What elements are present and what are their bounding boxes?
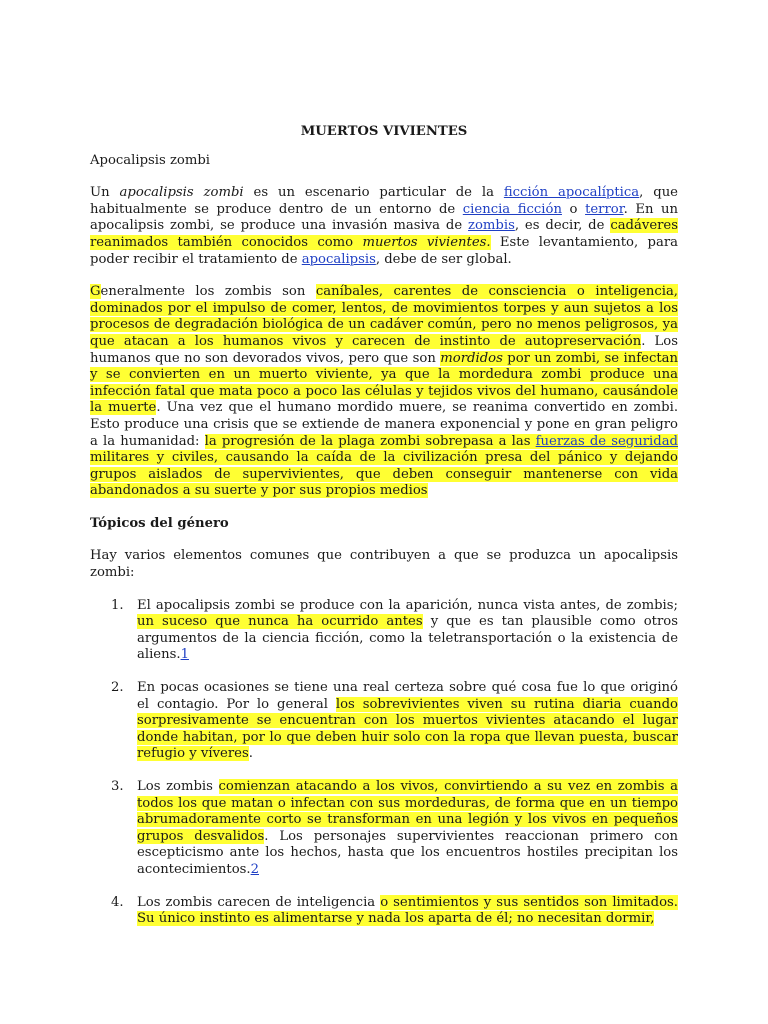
text-run: Este levantamiento, para poder recibir el tratamiento de bbox=[90, 234, 678, 267]
text-run: El apocalipsis zombi se produce con la aparición, nunca vista antes, de zombis; bbox=[137, 597, 678, 613]
text-run: . Una vez que el humano mordido muere, se reanima convertido en zombi. Esto produce una crisis que se extiende de manera exponencial y pone en gran peligro a la humanidad: bbox=[90, 400, 679, 449]
highlighted-text: o sentimientos y sus sentidos son limitados. Su único instinto es alimentarse y nada los aparta de él; no necesitan dormir, bbox=[137, 894, 678, 927]
text-run: eneralmente los zombis son bbox=[100, 284, 316, 300]
highlighted-text: cadáveres reanimados también conocidos como bbox=[90, 218, 678, 250]
link-apocalipsis[interactable]: apocalipsis bbox=[301, 251, 376, 267]
emphasis-text: apocalipsis zombi bbox=[119, 185, 244, 201]
highlighted-text: caníbales, carentes de consciencia o inteligencia, dominados por el impulso de comer, lentos, de movimientos torpes y aun sujetos a los procesos de degradación biológica de un cadáver común, pero no menos peligrosos, ya que atacan a los humanos vivos y carecen de instinto de autopreservación bbox=[90, 284, 678, 349]
topics-list bbox=[90, 598, 678, 928]
text-run: . Los humanos que no son devorados vivos, pero que son bbox=[90, 333, 678, 366]
highlighted-text: militares y civiles, causando la caída de la civilización presa del pánico y dejando grupos aislados de supervivientes, que deben conseguir mantenerse con vida abandonados a su suerte y por sus propios medios bbox=[90, 450, 678, 499]
text-run: Los zombis bbox=[137, 779, 219, 794]
highlighted-text: los sobrevivientes viven su rutina diaria cuando sorpresivamente se encuentran con los muertos vivientes atacando el lugar donde habitan, por lo que deben huir solo con la ropa que llevan puesta, buscar refugio y víveres bbox=[137, 696, 678, 762]
description-paragraph bbox=[90, 284, 678, 500]
text-run: En pocas ocasiones se tiene una real certeza sobre qué cosa fue lo que originó el contagio. Por lo general bbox=[137, 680, 678, 712]
footnote-link-2[interactable]: 2 bbox=[250, 861, 259, 877]
highlighted-text: un suceso que nunca ha ocurrido antes bbox=[137, 614, 423, 630]
list-number: 3. bbox=[111, 779, 124, 794]
document-content bbox=[90, 124, 678, 944]
highlighted-emphasis-text: muertos vivientes. bbox=[362, 234, 491, 250]
highlighted-text: por un zombi, se infectan y se convierten en un muerto viviente, ya que la mordedura zombi produce una infección fatal que mata poco a poco las células y tejidos vivos del humano, causándole la muerte bbox=[90, 350, 678, 416]
text-run: y que es tan plausible como otros argumentos de la ciencia ficción, como la teletransportación o la existencia de aliens. bbox=[137, 614, 678, 663]
section-heading: Tópicos del género bbox=[90, 515, 229, 531]
topics-intro-paragraph: Hay varios elementos comunes que contribuyen a que se produzca un apocalipsis zombi: bbox=[90, 548, 678, 581]
link-zombis[interactable]: zombis bbox=[468, 218, 515, 234]
highlighted-emphasis-text: mordidos bbox=[440, 350, 503, 366]
link-ficcion-apocaliptica[interactable]: ficción apocalíptica bbox=[503, 185, 640, 201]
link-ciencia-ficcion[interactable]: ciencia ficción bbox=[462, 201, 562, 217]
text-run: es un escenario particular de la bbox=[243, 185, 504, 201]
document-title: MUERTOS VIVIENTES bbox=[300, 124, 468, 139]
highlighted-text: G bbox=[90, 284, 101, 300]
text-run: , que habitualmente se produce dentro de un entorno de bbox=[90, 185, 678, 217]
document-subtitle: Apocalipsis zombi bbox=[90, 152, 211, 168]
text-run: Los zombis carecen de inteligencia bbox=[137, 894, 381, 910]
list-item bbox=[90, 895, 678, 928]
text-run: . bbox=[248, 746, 253, 762]
text-run: Un bbox=[90, 185, 120, 201]
text-run: . En un apocalipsis zombi, se produce una invasión masiva de bbox=[90, 201, 679, 234]
list-item bbox=[90, 598, 678, 664]
text-run: , debe de ser global. bbox=[375, 251, 512, 267]
list-item bbox=[90, 680, 678, 763]
list-number: 1. bbox=[111, 597, 124, 613]
text-run: o bbox=[561, 201, 586, 217]
link-fuerzas-de-seguridad[interactable]: fuerzas de seguridad bbox=[535, 433, 679, 449]
highlighted-text: la progresión de la plaga zombi sobrepasa a las bbox=[204, 433, 536, 449]
text-run: , es decir, de bbox=[514, 218, 611, 234]
link-terror[interactable]: terror bbox=[585, 201, 624, 217]
highlighted-text: comienzan atacando a los vivos, convirtiendo a su vez en zombis a todos los que matan o infectan con sus mordeduras, de forma que en un tiempo abrumadoramente corto se transforman en una legión y los vivos en pequeños grupos desvalidos bbox=[137, 779, 678, 844]
footnote-link-1[interactable]: 1 bbox=[180, 647, 189, 663]
list-number: 4. bbox=[111, 894, 124, 910]
intro-paragraph bbox=[90, 185, 678, 268]
list-number: 2. bbox=[111, 680, 124, 696]
list-item bbox=[90, 779, 678, 879]
text-run: . Los personajes supervivientes reaccionan primero con escepticismo ante los hechos, hasta que los encuentros hostiles precipitan los acontecimientos. bbox=[137, 828, 678, 877]
